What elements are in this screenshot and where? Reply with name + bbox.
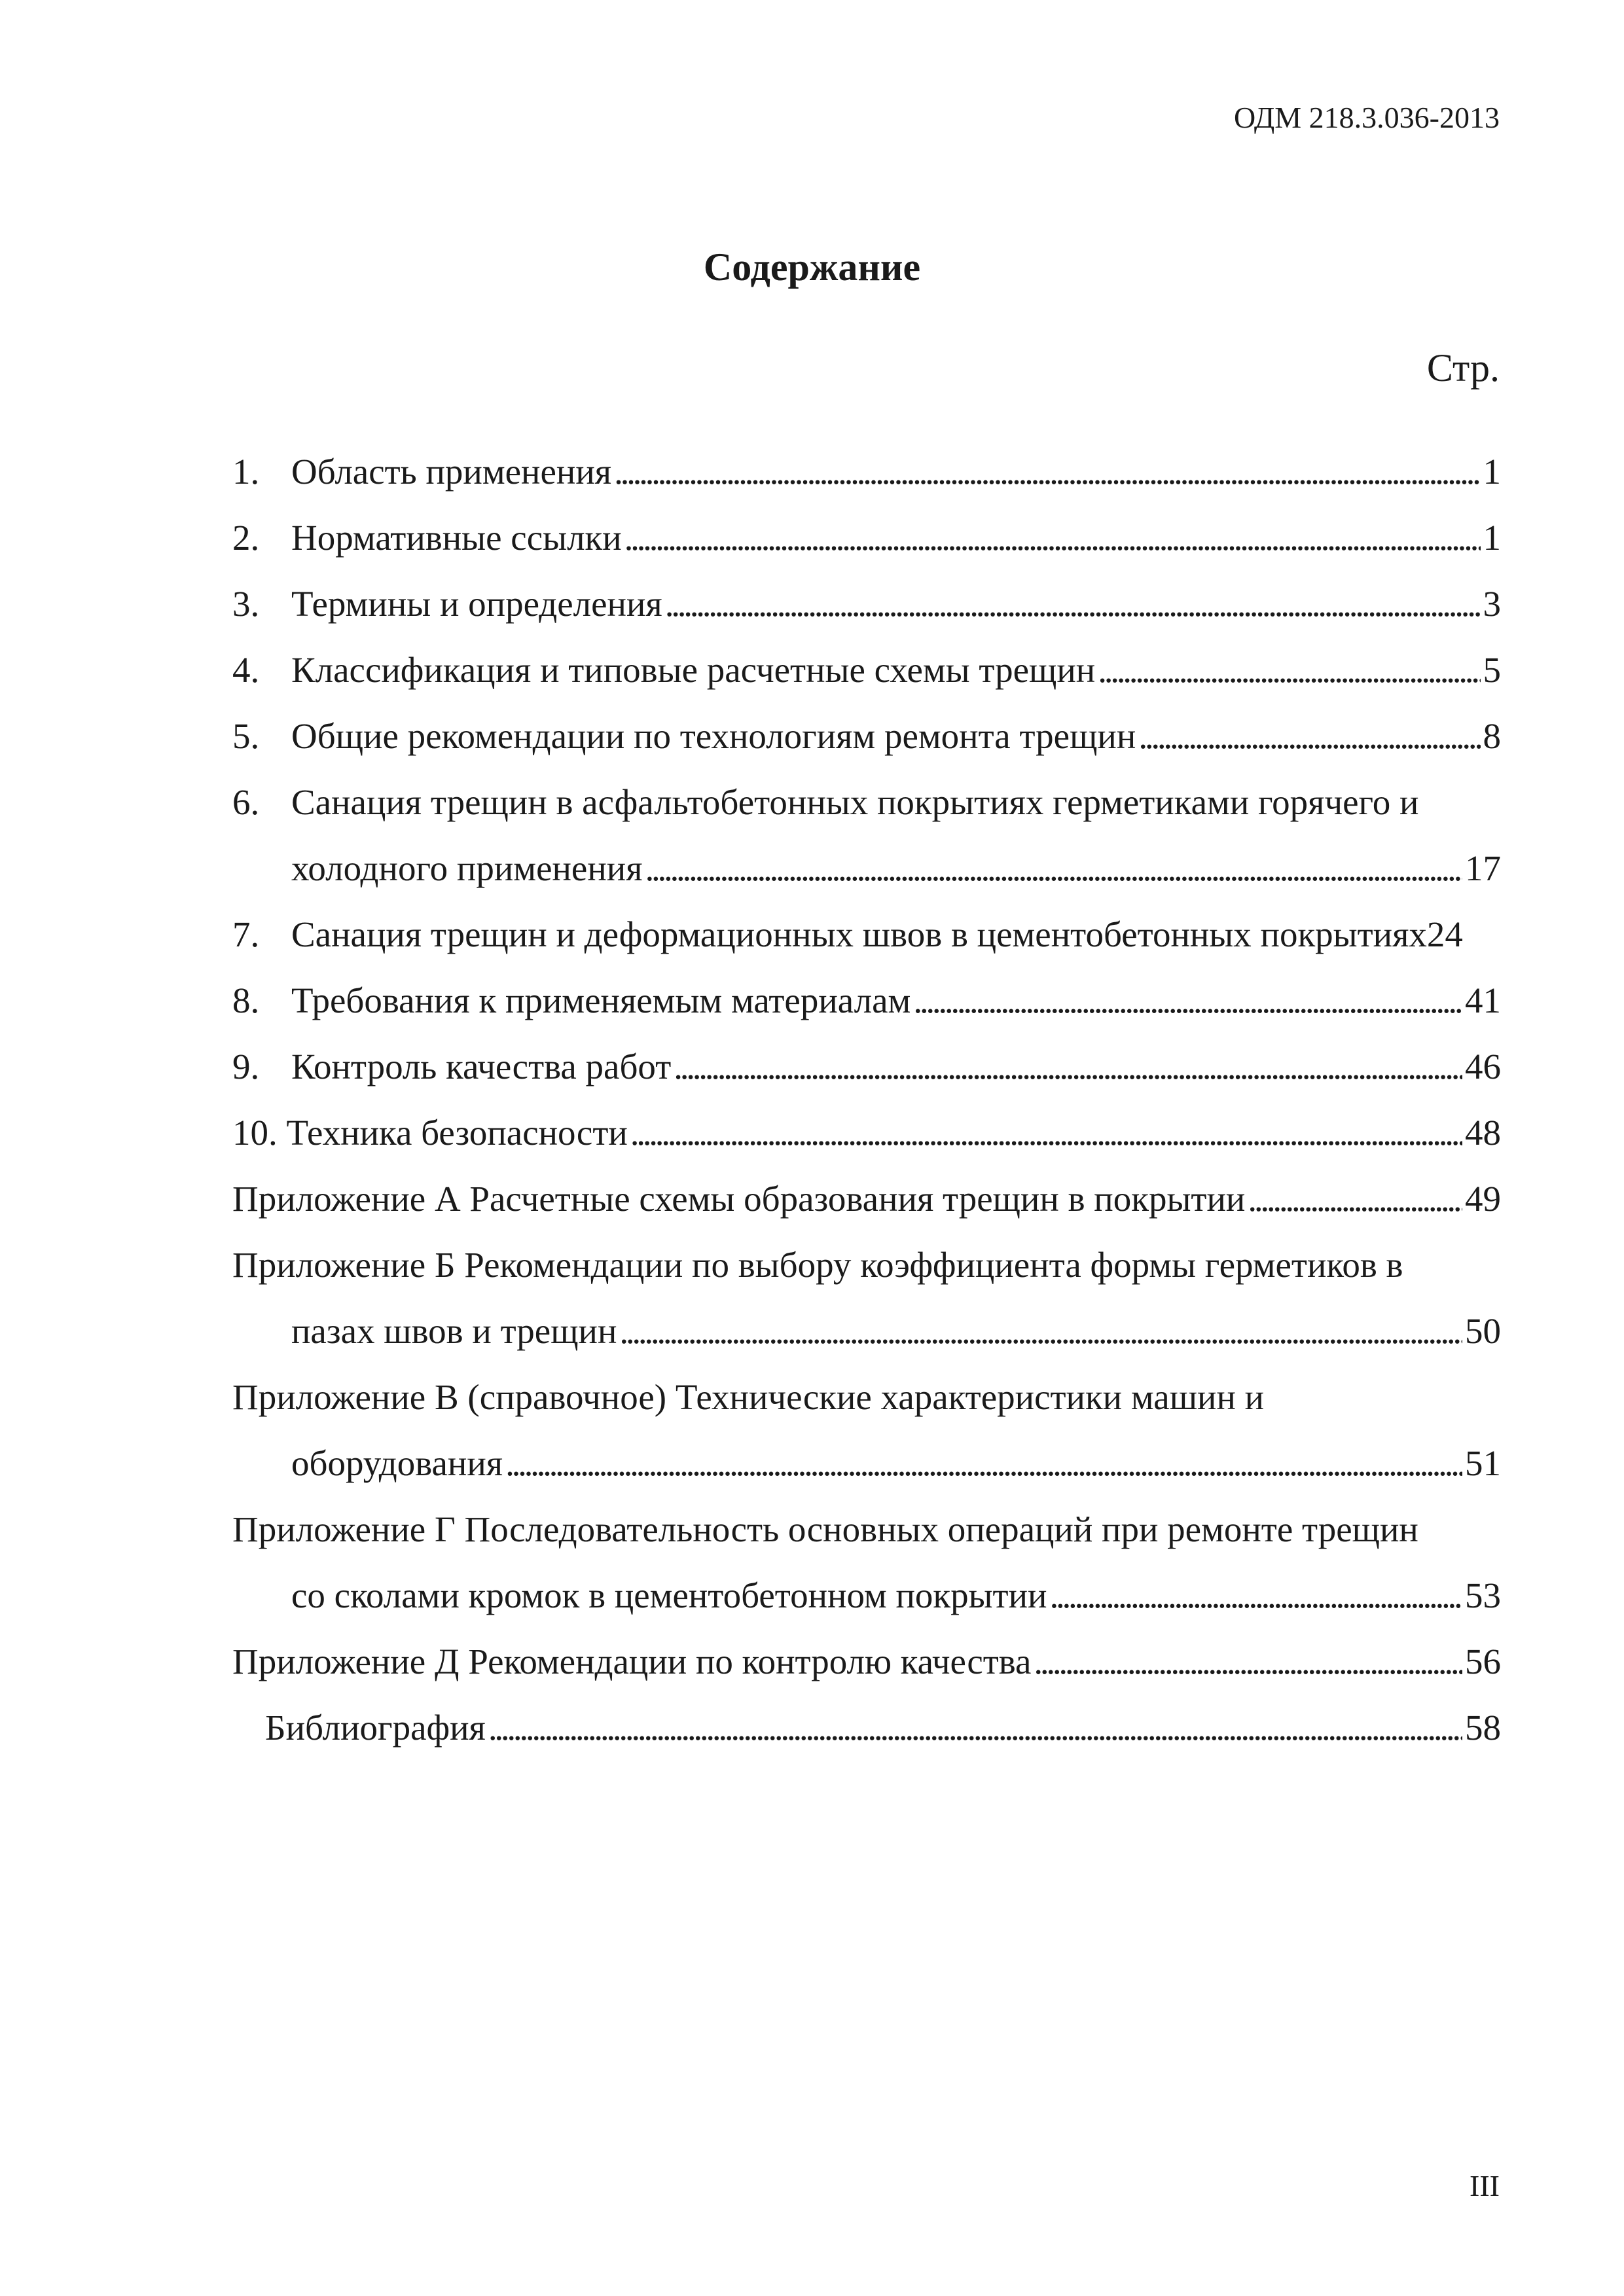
toc-entry-number: 5.	[232, 716, 260, 756]
toc-entry-page: 49	[1465, 1179, 1501, 1219]
toc-entry-number: 1.	[232, 452, 260, 492]
toc-title: Содержание	[703, 245, 921, 289]
toc-entry-text: Требования к применяемым материалам	[291, 980, 911, 1020]
toc-entry-page: 46	[1465, 1047, 1501, 1086]
toc-entry-appendix-b-first-line[interactable]	[232, 1232, 1501, 1298]
toc-entry-text: Приложение Г Последовательность основных операций при ремонте трещин	[232, 1509, 1418, 1549]
toc-entry-number: 7.	[232, 914, 260, 954]
dot-leader	[674, 1033, 1462, 1100]
dot-leader	[1098, 637, 1480, 703]
toc-entry-page: 1	[1483, 452, 1501, 492]
toc-entry[interactable]	[232, 637, 1501, 703]
toc-entry-appendix-v-continuation[interactable]	[232, 1430, 1501, 1496]
toc-entry-text: пазах швов и трещин	[291, 1311, 617, 1351]
toc-entry-page: 53	[1465, 1575, 1501, 1615]
toc-entry-number: 2.	[232, 518, 260, 558]
toc-entry-text: Приложение Б Рекомендации по выбору коэффициента формы герметиков в	[232, 1245, 1403, 1285]
toc-entry-appendix-g-first-line[interactable]	[232, 1496, 1501, 1562]
toc-entry-text: Контроль качества работ	[291, 1047, 672, 1086]
toc-entry-first-line[interactable]	[232, 769, 1501, 835]
toc-entry-text: Нормативные ссылки	[291, 518, 622, 558]
toc-entry-text: Термины и определения	[291, 584, 662, 624]
toc-entry[interactable]	[232, 703, 1501, 769]
toc-entry-appendix-g-continuation[interactable]	[232, 1562, 1501, 1628]
toc-entry-appendix-d[interactable]	[232, 1628, 1501, 1695]
dot-leader	[624, 505, 1481, 571]
dot-leader	[913, 967, 1462, 1033]
dot-leader	[630, 1100, 1462, 1166]
toc-entry-number: 3.	[232, 584, 260, 624]
dot-leader	[665, 571, 1481, 637]
toc-entry-number: 9.	[232, 1047, 260, 1086]
toc-entry-page: 1	[1483, 518, 1501, 558]
document-code: ОДМ 218.3.036-2013	[1233, 101, 1500, 134]
toc-entry[interactable]	[232, 505, 1501, 571]
toc-entry-page: 5	[1483, 650, 1501, 690]
toc-entry-page: 17	[1465, 848, 1501, 888]
toc-entry-number: 8.	[232, 980, 260, 1020]
toc-entry-page: 58	[1465, 1708, 1501, 1748]
toc-entry-appendix-b-continuation[interactable]	[232, 1298, 1501, 1364]
toc-entry[interactable]	[232, 571, 1501, 637]
dot-leader	[488, 1695, 1462, 1761]
toc-entry-text: Библиография	[265, 1708, 486, 1748]
dot-leader	[1248, 1166, 1462, 1232]
toc-entry-number: 10.	[232, 1113, 278, 1153]
toc-entry-text: Санация трещин и деформационных швов в цементобетонных покрытиях	[291, 914, 1427, 954]
dot-leader	[614, 439, 1480, 505]
toc-entry-text: Приложение А Расчетные схемы образования трещин в покрытии	[232, 1179, 1246, 1219]
dot-leader	[1049, 1562, 1462, 1628]
toc-entry-page: 24	[1426, 914, 1463, 954]
dot-leader	[1138, 703, 1480, 769]
table-of-contents	[232, 439, 1501, 1761]
toc-entry-text: со сколами кромок в цементобетонном покрытии	[291, 1575, 1047, 1615]
toc-entry-number: 4.	[232, 650, 260, 690]
toc-entry[interactable]	[232, 901, 1501, 967]
toc-entry-appendix-v-first-line[interactable]	[232, 1364, 1501, 1430]
toc-entry[interactable]	[232, 439, 1501, 505]
dot-leader	[645, 835, 1463, 901]
toc-entry-text: Приложение В (справочное) Технические характеристики машин и	[232, 1377, 1265, 1417]
toc-entry-text: холодного применения	[291, 848, 643, 888]
toc-entry-text: Общие рекомендации по технологиям ремонта трещин	[291, 716, 1136, 756]
toc-entry-text: Область применения	[291, 452, 612, 492]
toc-entry-text: Санация трещин в асфальтобетонных покрытиях герметиками горячего и	[291, 782, 1419, 822]
toc-entry-page: 3	[1483, 584, 1501, 624]
toc-entry-continuation[interactable]	[232, 835, 1501, 901]
page-column-label: Стр.	[1426, 346, 1500, 389]
toc-entry-bibliography[interactable]	[232, 1695, 1501, 1761]
toc-entry[interactable]	[232, 1100, 1501, 1166]
toc-entry-page: 41	[1465, 980, 1501, 1020]
toc-entry-text: Приложение Д Рекомендации по контролю качества	[232, 1641, 1032, 1681]
toc-entry[interactable]	[232, 967, 1501, 1033]
toc-entry-text: Классификация и типовые расчетные схемы трещин	[291, 650, 1096, 690]
page-number: III	[1470, 2169, 1500, 2202]
dot-leader	[619, 1298, 1462, 1364]
toc-entry-page: 51	[1465, 1443, 1501, 1483]
toc-entry-text: Техника безопасности	[286, 1113, 628, 1153]
toc-entry[interactable]	[232, 1033, 1501, 1100]
toc-entry-appendix-a[interactable]	[232, 1166, 1501, 1232]
dot-leader	[505, 1430, 1462, 1496]
toc-entry-text: оборудования	[291, 1443, 503, 1483]
toc-entry-number: 6.	[232, 782, 260, 822]
toc-entry-page: 50	[1465, 1311, 1501, 1351]
dot-leader	[1034, 1628, 1462, 1695]
toc-entry-page: 8	[1483, 716, 1501, 756]
toc-entry-page: 48	[1465, 1113, 1501, 1153]
toc-entry-page: 56	[1465, 1641, 1501, 1681]
